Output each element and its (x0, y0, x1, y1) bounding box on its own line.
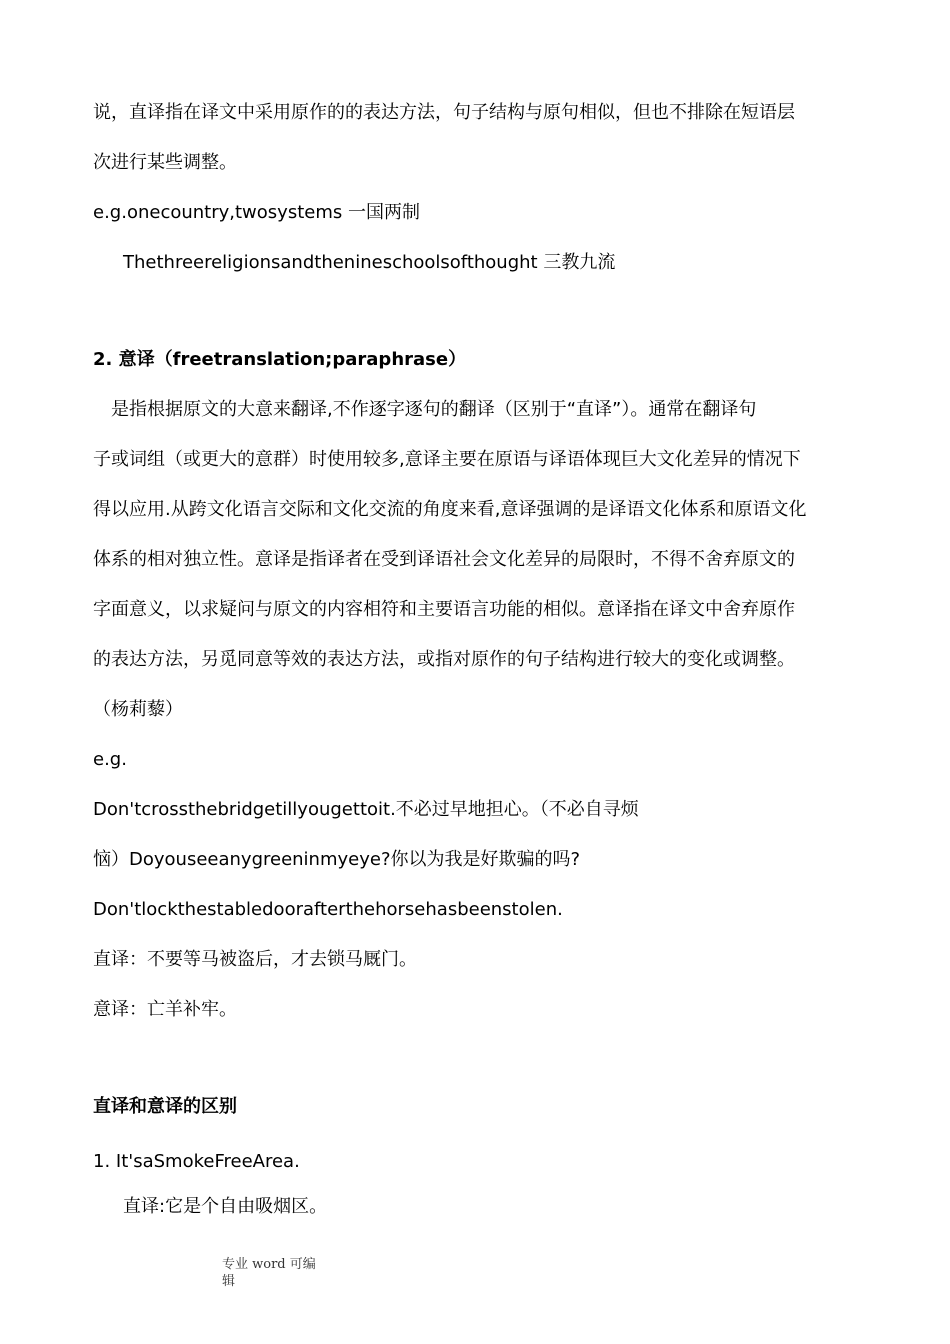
section-heading: 2. 意译（freetranslation;paraphrase） (93, 349, 467, 370)
eg-label: e.g. (93, 749, 127, 770)
section-heading: 直译和意译的区别 (93, 1096, 237, 1117)
paragraph-line: 次进行某些调整。 (93, 152, 237, 173)
paragraph-line: 字面意义，以求疑问与原文的内容相符和主要语言功能的相似。意译指在译文中舍弃原作 (93, 599, 795, 620)
paragraph-line: 得以应用.从跨文化语言交际和文化交流的角度来看,意译强调的是译语文化体系和原语文化 (93, 499, 807, 520)
example-line: Don'tlockthestabledoorafterthehorsehasbeenstolen. (93, 899, 563, 920)
example-line: Don'tcrossthebridgetillyougettoit.不必过早地担心。（不必自寻烦 (93, 799, 639, 820)
footer-note: 专业 word 可编辑 (222, 1257, 316, 1289)
example-line: e.g.onecountry,twosystems 一国两制 (93, 202, 420, 223)
example-line: 直译：不要等马被盗后，才去锁马厩门。 (93, 949, 417, 970)
example-line: 意译：亡羊补牢。 (93, 999, 237, 1020)
paragraph-line: 子或词组（或更大的意群）时使用较多,意译主要在原语与译语体现巨大文化差异的情况下 (93, 449, 801, 470)
example-line: 恼）Doyouseeanygreeninmyeye?你以为我是好欺骗的吗? (93, 849, 581, 870)
list-item-detail: 直译:它是个自由吸烟区。 (123, 1196, 328, 1217)
example-line: Thethreereligionsandthenineschoolsofthought 三教九流 (123, 252, 616, 273)
paragraph-line: 体系的相对独立性。意译是指译者在受到译语社会文化差异的局限时，不得不舍弃原文的 (93, 549, 795, 570)
paragraph-line: （杨莉藜） (93, 699, 183, 720)
paragraph-line: 的表达方法，另觅同意等效的表达方法，或指对原作的句子结构进行较大的变化或调整。 (93, 649, 795, 670)
paragraph-line: 是指根据原文的大意来翻译,不作逐字逐句的翻译（区别于“直译”）。通常在翻译句 (93, 399, 757, 420)
paragraph-line: 说，直译指在译文中采用原作的的表达方法，句子结构与原句相似，但也不排除在短语层 (93, 102, 795, 123)
list-item: 1. It'saSmokeFreeArea. (93, 1151, 300, 1172)
